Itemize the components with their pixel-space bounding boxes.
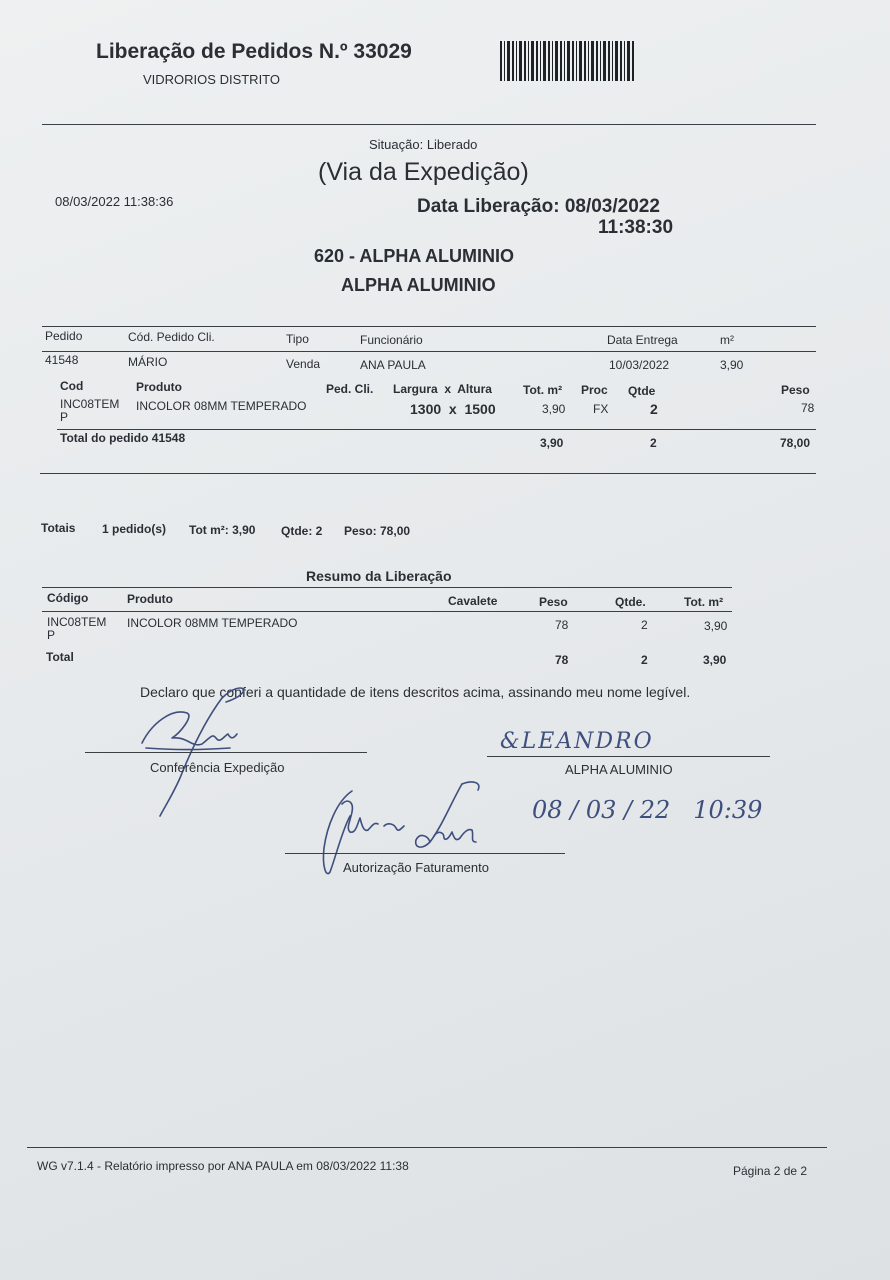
item-proc: FX — [593, 402, 609, 416]
item-header-qtde: Qtde — [628, 384, 656, 398]
client-name-line1: 620 - ALPHA ALUMINIO — [314, 246, 515, 266]
document-title: Liberação de Pedidos N.º 33029 — [96, 40, 412, 63]
summary-qtde: 2 — [641, 618, 648, 632]
order-total-label: Total do pedido 41548 — [60, 431, 186, 445]
handwritten-datetime: 08 / 03 / 22 10:39 — [532, 796, 763, 824]
printed-datetime: 08/03/2022 11:38:36 — [55, 194, 174, 209]
client-signature: &LEANDRO — [500, 729, 654, 754]
summary-peso: 78 — [555, 618, 569, 632]
item-header-cod: Cod — [60, 379, 84, 393]
summary-total-label: Total — [46, 650, 74, 664]
summary-total-qtde: 2 — [641, 653, 648, 667]
col-header-data-entrega: Data Entrega — [607, 333, 678, 347]
conferencia-signature-line — [85, 752, 367, 753]
totals-peso: Peso: 78,00 — [344, 524, 411, 538]
item-qtde: 2 — [650, 401, 658, 417]
barcode — [500, 41, 636, 81]
summary-header-qtde: Qtde. — [615, 595, 646, 609]
client-order-code: MÁRIO — [128, 355, 168, 369]
client-label: ALPHA ALUMINIO — [565, 762, 673, 777]
totals-qtde: Qtde: 2 — [281, 524, 323, 538]
item-header-dimensions: Largura x Altura — [393, 382, 492, 396]
delivery-date: 10/03/2022 — [609, 358, 670, 372]
item-header-ped-cli: Ped. Cli. — [326, 382, 374, 396]
status-text: Situação: Liberado — [369, 137, 478, 152]
summary-header-tot-m2: Tot. m² — [684, 595, 724, 609]
summary-total-peso: 78 — [555, 653, 569, 667]
totals-m2: Tot m²: 3,90 — [189, 523, 256, 537]
order-m2: 3,90 — [720, 358, 744, 372]
item-tot-m2: 3,90 — [542, 402, 566, 416]
order-total-m2: 3,90 — [540, 436, 564, 450]
client-name-line2: ALPHA ALUMINIO — [341, 275, 496, 295]
autorizacao-signature-line — [285, 853, 565, 854]
item-code-line2: P — [60, 410, 69, 424]
item-header-peso: Peso — [781, 383, 810, 397]
order-table-header-border — [42, 351, 816, 352]
summary-header-cavalete: Cavalete — [448, 594, 498, 608]
autorizacao-label: Autorização Faturamento — [343, 860, 489, 875]
company-name: VIDRORIOS DISTRITO — [143, 72, 280, 87]
release-date: Data Liberação: 08/03/2022 — [417, 196, 660, 217]
order-total-peso: 78,00 — [780, 436, 811, 450]
declaration-text: Declaro que conferi a quantidade de itens descritos acima, assinando meu nome legível. — [140, 684, 691, 700]
col-header-funcionario: Funcionário — [360, 333, 423, 347]
summary-code-line1: INC08TEM — [47, 615, 107, 629]
col-header-tipo: Tipo — [286, 332, 309, 346]
summary-header-peso: Peso — [539, 595, 568, 609]
summary-header-border — [42, 611, 732, 612]
via-title: (Via da Expedição) — [318, 158, 529, 186]
summary-total-tot-m2: 3,90 — [703, 653, 727, 667]
order-number: 41548 — [45, 353, 79, 367]
summary-header-produto: Produto — [127, 592, 173, 606]
summary-code-line2: P — [47, 628, 56, 642]
col-header-m2: m² — [720, 333, 734, 347]
item-product: INCOLOR 08MM TEMPERADO — [136, 399, 307, 413]
footer-print-info: WG v7.1.4 - Relatório impresso por ANA PAULA em 08/03/2022 11:38 — [37, 1159, 409, 1173]
totals-orders: 1 pedido(s) — [102, 522, 167, 536]
item-header-produto: Produto — [136, 380, 182, 394]
summary-product: INCOLOR 08MM TEMPERADO — [127, 616, 298, 630]
footer-page-number: Página 2 de 2 — [733, 1164, 808, 1178]
release-time: 11:38:30 — [598, 217, 674, 238]
order-total-border — [57, 429, 816, 430]
totals-label: Totais — [41, 521, 76, 535]
order-total-qtde: 2 — [650, 436, 657, 450]
summary-header-codigo: Código — [47, 591, 89, 605]
employee-name: ANA PAULA — [360, 358, 426, 372]
conferencia-label: Conferência Expedição — [150, 760, 285, 775]
order-type: Venda — [286, 357, 321, 371]
item-dimensions: 1300 x 1500 — [410, 401, 496, 417]
item-code-line1: INC08TEM — [60, 397, 120, 411]
client-signature-line — [487, 756, 770, 757]
order-table-top-border — [42, 326, 816, 327]
item-peso: 78 — [801, 401, 815, 415]
footer-divider — [27, 1147, 827, 1148]
summary-title: Resumo da Liberação — [306, 568, 452, 584]
item-header-tot-m2: Tot. m² — [523, 383, 563, 397]
col-header-cod-pedido-cli: Cód. Pedido Cli. — [128, 330, 215, 344]
header-divider — [42, 124, 816, 125]
summary-tot-m2: 3,90 — [704, 619, 728, 633]
conferencia-signature — [132, 678, 252, 818]
order-table-bottom-border — [40, 473, 816, 474]
item-header-proc: Proc — [581, 383, 608, 397]
summary-top-border — [42, 587, 732, 588]
col-header-pedido: Pedido — [45, 329, 83, 343]
